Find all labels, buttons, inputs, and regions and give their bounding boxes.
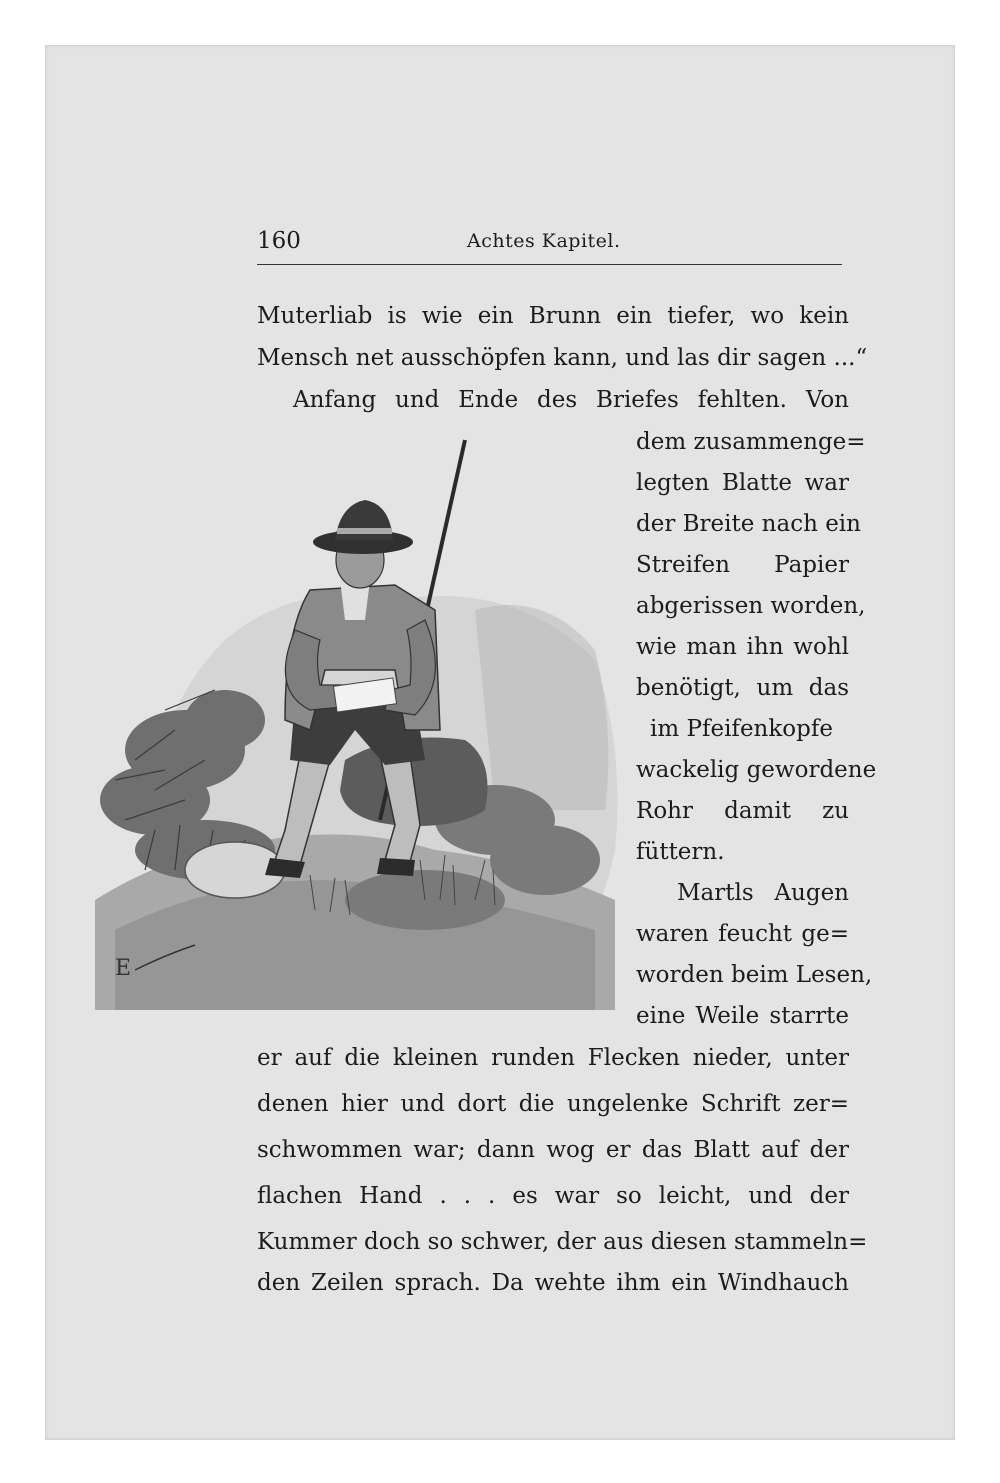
text-line-13: Rohr damit zu [636,798,849,824]
text-line-11: im Pfeifenkopfe [650,716,834,742]
text-line-9: wie man ihn wohl [636,634,849,660]
text-line-20: denen hier und dort die ungelenke Schrift zer= [257,1091,849,1117]
text-line-1: Muterliab is wie ein Brunn ein tiefer, wo kein [257,303,849,329]
page-number: 160 [257,228,301,254]
text-line-22: flachen Hand . . . es war so leicht, und der [257,1183,849,1209]
text-line-23: Kummer doch so schwer, der aus diesen stammeln= [257,1229,868,1255]
text-line-12: wackelig gewordene [636,757,877,783]
illustration-man-reading-letter [95,430,635,1010]
text-line-14: füttern. [636,839,725,865]
text-line-24: den Zeilen sprach. Da wehte ihm ein Windhauch [257,1270,849,1296]
running-header [257,226,842,262]
text-line-8: abgerissen worden, [636,593,866,619]
text-line-2: Mensch net ausschöpfen kann, und las dir sagen ...“ [257,345,868,371]
text-line-10: benötigt, um das [636,675,849,701]
text-line-16: waren feucht ge= [636,921,849,947]
text-line-18: eine Weile starrte [636,1003,849,1029]
text-line-6: der Breite nach ein [636,511,861,537]
chapter-title: Achtes Kapitel. [467,230,621,252]
text-line-7: Streifen Papier [636,552,849,578]
header-rule [257,264,842,265]
text-line-19: er auf die kleinen runden Flecken nieder, unter [257,1045,849,1071]
text-line-4: dem zusammenge= [636,429,866,455]
text-line-5: legten Blatte war [636,470,849,496]
artist-signature: E [115,956,132,981]
text-line-21: schwommen war; dann wog er das Blatt auf der [257,1137,849,1163]
text-line-3: Anfang und Ende des Briefes fehlten. Von [293,387,849,413]
text-line-17: worden beim Lesen, [636,962,873,988]
text-line-15: Martls Augen [677,880,849,906]
